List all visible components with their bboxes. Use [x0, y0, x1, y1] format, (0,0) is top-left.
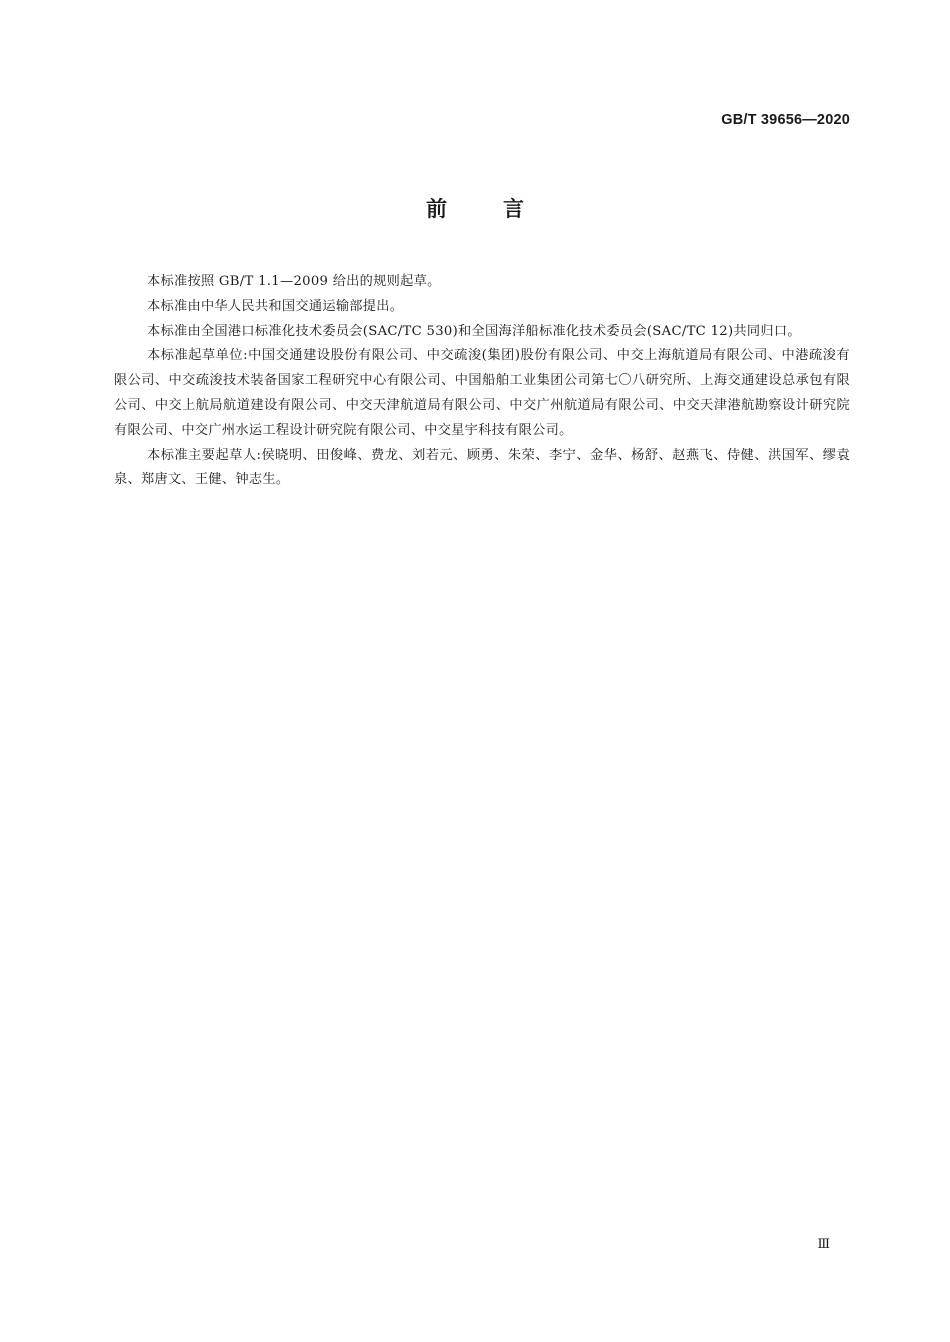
paragraph-proposer: 本标准由中华人民共和国交通运输部提出。: [147, 298, 404, 314]
page-title: 前言: [426, 197, 580, 221]
paragraph-drafters: 本标准主要起草人:侯晓明、田俊峰、费龙、刘若元、顾勇、朱荣、李宁、金华、杨舒、赵燕飞、侍健、洪国军、缪袁泉、郑唐文、王健、钟志生。: [114, 447, 850, 488]
paragraph-drafting-units: 本标准起草单位:中国交通建设股份有限公司、中交疏浚(集团)股份有限公司、中交上海航道局有限公司、中港疏浚有限公司、中交疏浚技术装备国家工程研究中心有限公司、中国船舶工业集团公司第七〇八研究所、上海交通建设总承包有限公司、中交上航局航道建设有限公司、中交天津航道局有限公司、中交广州航道局有限公司、中交天津港航勘察设计研究院有限公司、中交广州水运工程设计研究院有限公司、中交星宇科技有限公司。: [114, 348, 850, 438]
foreword-body: [114, 270, 850, 493]
standard-number: GB/T 39656—2020: [721, 112, 850, 128]
page-number: Ⅲ: [817, 1237, 830, 1252]
paragraph-committee: 本标准由全国港口标准化技术委员会(SAC/TC 530)和全国海洋船标准化技术委员会(SAC/TC 12)共同归口。: [147, 323, 801, 339]
paragraph-drafting-rules: 本标准按照 GB/T 1.1—2009 给出的规则起草。: [147, 274, 441, 289]
